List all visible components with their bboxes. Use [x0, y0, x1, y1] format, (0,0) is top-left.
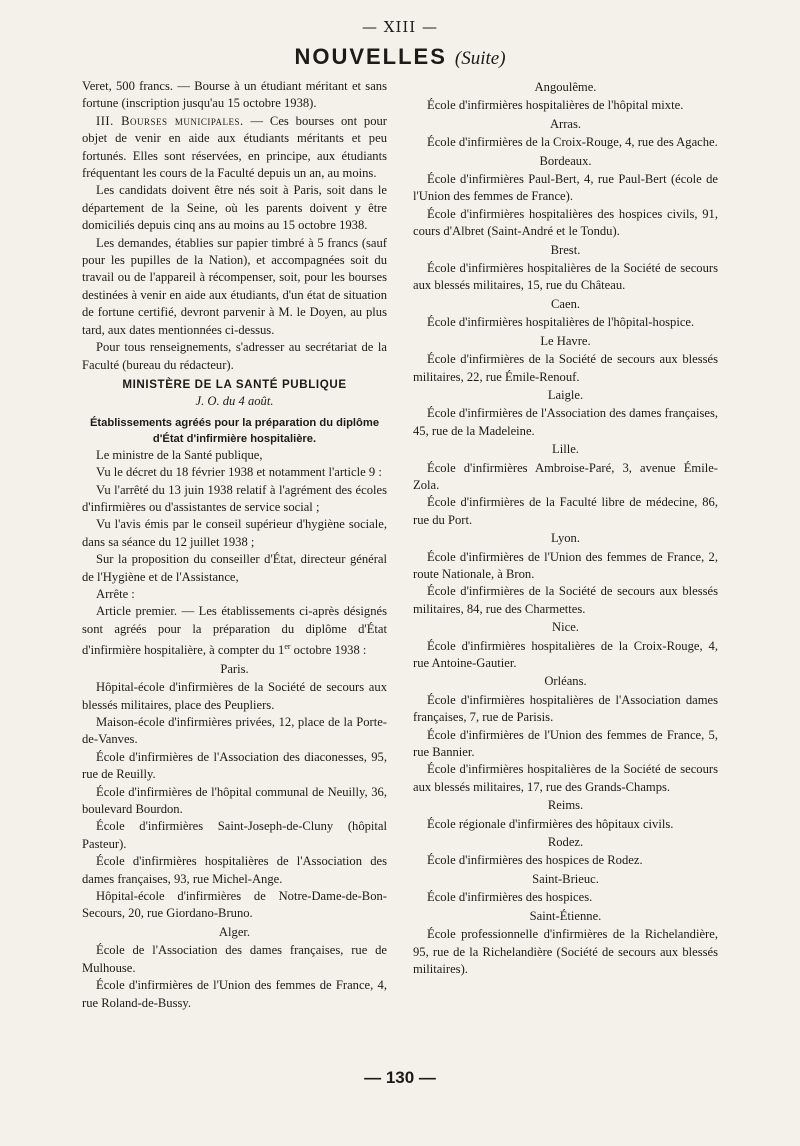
decree-line: Vu l'avis émis par le conseil supérieur d'hygiène sociale, dans sa séance du 12 juillet 1938 ; — [82, 517, 387, 549]
title-suite: (Suite) — [454, 48, 506, 69]
article-premier — [82, 603, 387, 659]
title-text: NOUVELLES — [294, 44, 447, 69]
decree-line: Vu le décret du 18 février 1938 et notamment l'article 9 : — [96, 465, 382, 480]
superscript: er — [284, 642, 291, 652]
right-column — [413, 78, 718, 978]
bourses-municipales-lead: III. Bourses municipales. — [96, 113, 244, 128]
list-item: École d'infirmières de l'Association des dames françaises, 45, rue de la Madeleine. — [413, 406, 718, 438]
list-item: École professionnelle d'infirmières de la Richelandière, 95, rue de la Richelandière (Société de secours aux blessés militaires). — [413, 927, 718, 976]
list-item: École d'infirmières Paul-Bert, 4, rue Paul-Bert (école de l'Union des femmes de France). — [413, 172, 718, 204]
list-item: École d'infirmières Saint-Joseph-de-Cluny (hôpital Pasteur). — [82, 819, 387, 851]
city-heading-lille: Lille. — [552, 442, 579, 457]
city-heading-angouleme: Angoulême. — [534, 80, 597, 94]
journal-officiel-ref: J. O. du 4 août. — [195, 394, 274, 409]
city-heading-nice: Nice. — [552, 620, 579, 635]
list-item: École d'infirmières des hospices. — [427, 890, 593, 905]
decree-line: Le ministre de la Santé publique, — [96, 447, 263, 462]
list-item: École d'infirmières de l'Union des femmes de France, 4, rue Roland-de-Bussy. — [82, 978, 387, 1010]
list-item: École régionale d'infirmières des hôpitaux civils. — [427, 816, 674, 831]
city-heading-brest: Brest. — [550, 242, 581, 257]
list-item: École d'infirmières de la Société de secours aux blessés militaires, 22, rue Émile-Renouf. — [413, 352, 718, 384]
list-item: École d'infirmières hospitalières de la Société de secours aux blessés militaires, 17, rue des Grands-Champs. — [413, 762, 718, 794]
city-heading-paris: Paris. — [220, 661, 249, 676]
page-number: — 130 — — [364, 1068, 436, 1087]
paragraph — [82, 113, 387, 183]
list-item: École d'infirmières de la Faculté libre de médecine, 86, rue du Port. — [413, 495, 718, 527]
city-heading-saint-etienne: Saint-Étienne. — [529, 908, 602, 923]
city-heading-arras: Arras. — [549, 116, 582, 131]
city-heading-rodez: Rodez. — [547, 835, 584, 850]
decree-line: Arrête : — [96, 586, 135, 601]
list-item: École de l'Association des dames françaises, rue de Mulhouse. — [82, 943, 387, 975]
bourses-municipales-text: — Ces bourses ont pour objet de venir en aide aux étudiants méritants et peu fortunés. Elles sont réservées, en principe, aux étudiants fréquentant les cours de la Faculté depuis un an, au moins. — [82, 113, 387, 181]
list-item: École d'infirmières hospitalières de la Société de secours aux blessés militaires, 15, rue du Château. — [413, 261, 718, 293]
page-title — [0, 44, 800, 70]
left-column — [82, 78, 387, 1012]
paragraph: Les demandes, établies sur papier timbré à 5 francs (sauf pour les pupilles de la Nation), et accompagnées soit du travail ou de l'appareil à récompenser, soit, pour les bourses destinées à venir en aide aux étudiants, d'un état de situation de fortune certifié, devront parvenir à M. le Doyen, au plus tard, aux dates mentionnées ci-dessus. — [82, 235, 387, 337]
ministry-heading: MINISTÈRE DE LA SANTÉ PUBLIQUE — [122, 377, 347, 391]
paragraph: Pour tous renseignements, s'adresser au secrétariat de la Faculté (bureau du rédacteur). — [82, 340, 387, 372]
city-heading-saint-brieuc: Saint-Brieuc. — [532, 871, 599, 886]
list-item: École d'infirmières de l'Union des femmes de France, 5, rue Bannier. — [413, 727, 718, 760]
decree-line: Vu l'arrêté du 13 juin 1938 relatif à l'agrément des écoles d'infirmières ou d'assistantes de service social ; — [82, 482, 387, 514]
list-item: École d'infirmières Ambroise-Paré, 3, avenue Émile-Zola. — [413, 460, 718, 492]
list-item: École d'infirmières hospitalières de l'hôpital mixte. — [427, 98, 684, 113]
list-item: École d'infirmières de la Croix-Rouge, 4, rue des Agache. — [427, 135, 718, 150]
list-item: École d'infirmières des hospices de Rodez. — [427, 853, 643, 868]
decree-line: Sur la proposition du conseiller d'État, directeur général de l'Hygiène et de l'Assistance, — [82, 552, 387, 584]
article-text: Article premier. — Les établissements ci-après désignés sont agréés pour la préparation du diplôme d'État d'infirmière hospitalière, à compter du 1 — [82, 604, 387, 658]
list-item: École d'infirmières hospitalières de l'Association dames françaises, 7, rue de Parisis. — [413, 692, 718, 725]
section-subheading: Établissements agréés pour la préparation du diplôme d'État d'infirmière hospitalière. — [89, 416, 380, 445]
city-heading-laigle: Laigle. — [547, 387, 584, 402]
list-item: École d'infirmières de la Société de secours aux blessés militaires, 84, rue des Charmettes. — [413, 584, 718, 616]
paragraph: Les candidats doivent être nés soit à Paris, soit dans le département de la Seine, où les parents doivent y être domiciliés depuis cinq ans au moins au 15 octobre 1938. — [82, 183, 387, 233]
city-heading-caen: Caen. — [550, 296, 581, 311]
list-item: École d'infirmières de l'Association des diaconesses, 95, rue de Reuilly. — [82, 749, 387, 782]
city-heading-alger: Alger. — [218, 924, 251, 939]
list-item: École d'infirmières de l'Union des femmes de France, 2, route Nationale, à Bron. — [413, 549, 718, 581]
list-item: Hôpital-école d'infirmières de Notre-Dame-de-Bon-Secours, 20, rue Giordano-Bruno. — [82, 889, 387, 921]
list-item: École d'infirmières hospitalières de l'hôpital-hospice. — [427, 315, 695, 330]
city-heading-bordeaux: Bordeaux. — [539, 153, 592, 168]
list-item: École d'infirmières hospitalières des hospices civils, 91, cours d'Albret (Saint-André et le Tondu). — [413, 206, 718, 239]
list-item: École d'infirmières de l'hôpital communal de Neuilly, 36, boulevard Bourdon. — [82, 784, 387, 817]
list-item: Maison-école d'infirmières privées, 12, place de la Porte-de-Vanves. — [82, 715, 387, 747]
list-item: École d'infirmières hospitalières de la Croix-Rouge, 4, rue Antoine-Gautier. — [413, 638, 718, 670]
city-heading-le-havre: Le Havre. — [540, 333, 591, 348]
list-item: Hôpital-école d'infirmières de la Société de secours aux blessés militaires, place des Peupliers. — [82, 680, 387, 712]
list-item: École d'infirmières hospitalières de l'Association des dames françaises, 93, rue Michel-Ange. — [82, 854, 387, 886]
city-heading-orleans: Orléans. — [544, 674, 587, 689]
city-heading-reims: Reims. — [547, 798, 584, 813]
city-heading-lyon: Lyon. — [550, 531, 581, 546]
paragraph: Veret, 500 francs. — Bourse à un étudiant méritant et sans fortune (inscription jusqu'au 15 octobre 1938). — [82, 79, 387, 111]
article-text-end: octobre 1938 : — [290, 643, 367, 658]
roman-page-number: — XIII — — [362, 18, 438, 36]
